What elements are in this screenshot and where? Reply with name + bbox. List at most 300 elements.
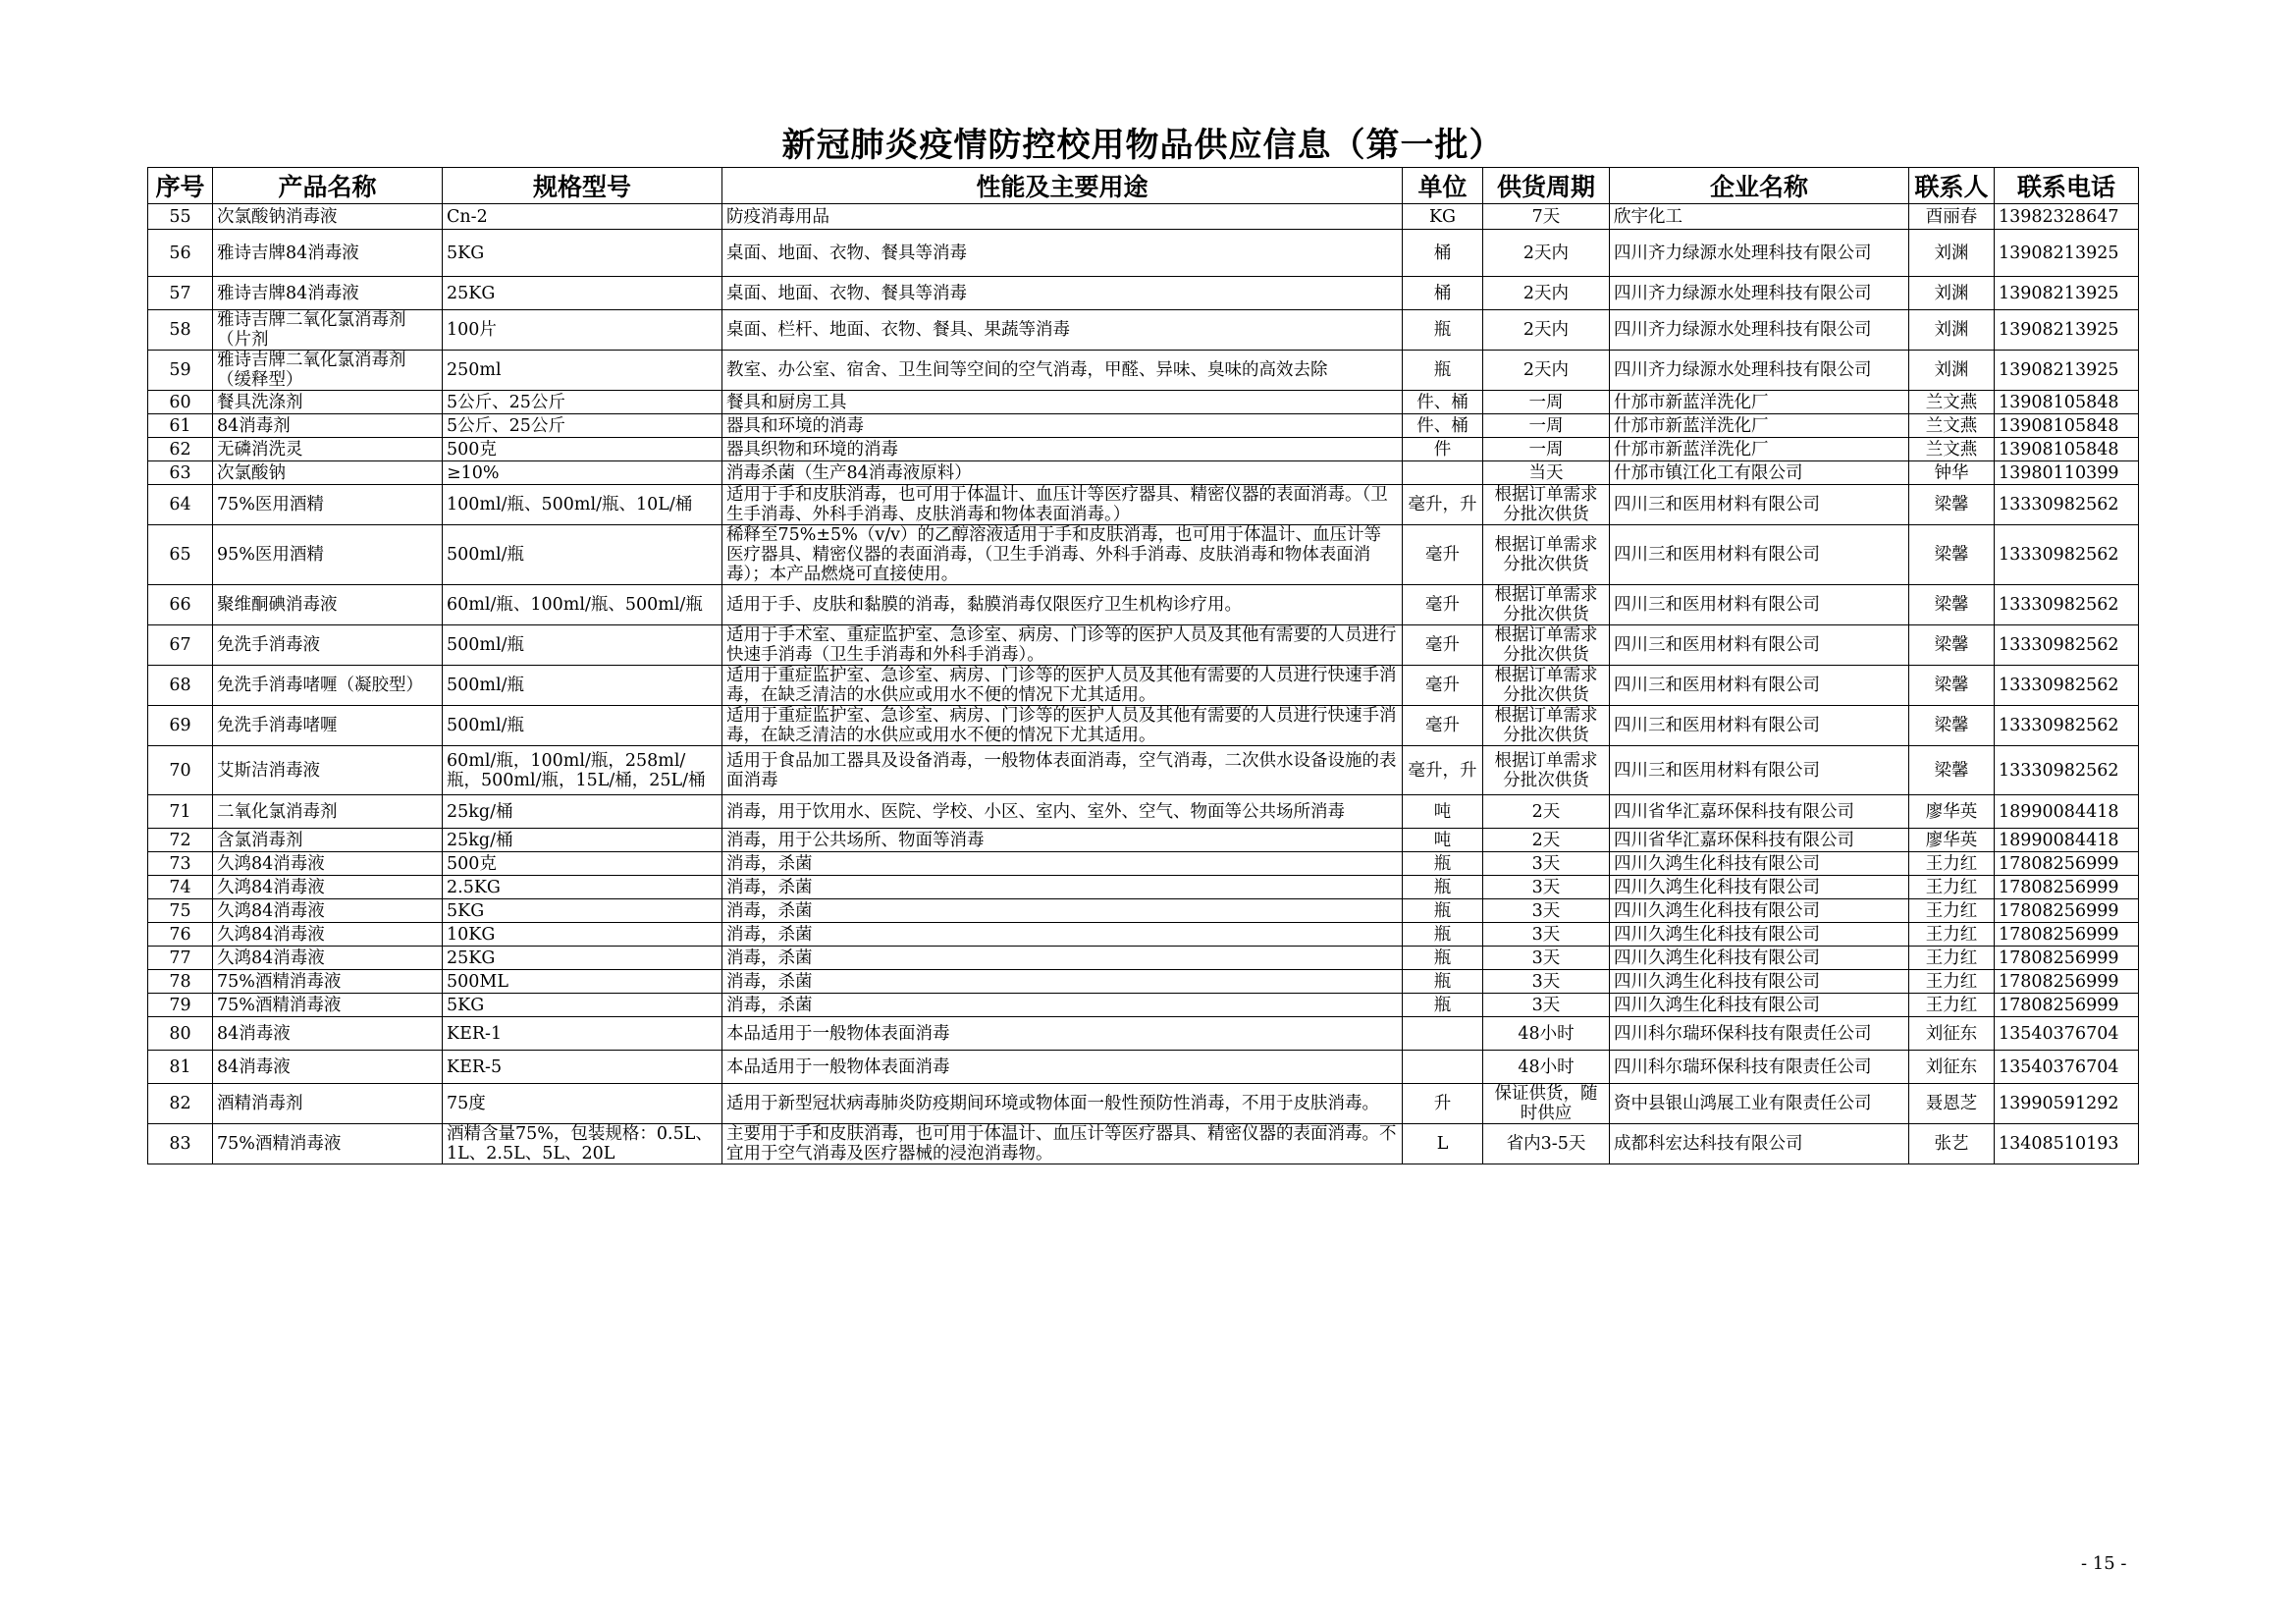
product-name-cell: 久鸿84消毒液	[213, 899, 443, 923]
company-name-cell: 四川久鸿生化科技有限公司	[1610, 876, 1909, 899]
product-name-cell: 次氯酸钠	[213, 461, 443, 485]
row-number-cell: 79	[148, 994, 213, 1017]
supply-period-cell: 2天内	[1483, 230, 1610, 277]
supply-period-cell: 48小时	[1483, 1051, 1610, 1084]
row-number-cell: 82	[148, 1084, 213, 1124]
table-row	[148, 666, 2139, 706]
unit-cell: 瓶	[1403, 923, 1483, 947]
contact-person-cell: 王力红	[1909, 899, 1995, 923]
supply-period-cell: 根据订单需求分批次供货	[1483, 585, 1610, 625]
usage-cell: 主要用于手和皮肤消毒，也可用于体温计、血压计等医疗器具、精密仪器的表面消毒。不宜用于空气消毒及医疗器械的浸泡消毒物。	[722, 1124, 1403, 1164]
column-header-unit: 单位	[1403, 168, 1483, 204]
supply-period-cell: 根据订单需求分批次供货	[1483, 706, 1610, 746]
spec-model-cell: 5公斤、25公斤	[443, 414, 722, 438]
contact-phone-cell: 13330982562	[1995, 746, 2139, 795]
product-name-cell: 84消毒液	[213, 1017, 443, 1051]
spec-model-cell: 5KG	[443, 994, 722, 1017]
company-name-cell: 四川三和医用材料有限公司	[1610, 625, 1909, 666]
unit-cell: 毫升，升	[1403, 746, 1483, 795]
spec-model-cell: 25kg/桶	[443, 795, 722, 829]
company-name-cell: 四川三和医用材料有限公司	[1610, 706, 1909, 746]
contact-phone-cell: 13908105848	[1995, 414, 2139, 438]
contact-person-cell: 梁馨	[1909, 585, 1995, 625]
product-name-cell: 75%酒精消毒液	[213, 970, 443, 994]
product-name-cell: 免洗手消毒啫喱	[213, 706, 443, 746]
supply-period-cell: 根据订单需求分批次供货	[1483, 746, 1610, 795]
product-name-cell: 二氧化氯消毒剂	[213, 795, 443, 829]
company-name-cell: 四川齐力绿源水处理科技有限公司	[1610, 310, 1909, 351]
company-name-cell: 欣宇化工	[1610, 204, 1909, 230]
company-name-cell: 四川久鸿生化科技有限公司	[1610, 947, 1909, 970]
table-row	[148, 706, 2139, 746]
column-header-contact: 联系人	[1909, 168, 1995, 204]
table-row	[148, 923, 2139, 947]
product-name-cell: 95%医用酒精	[213, 525, 443, 585]
usage-cell: 餐具和厨房工具	[722, 391, 1403, 414]
column-header-period: 供货周期	[1483, 168, 1610, 204]
usage-cell: 本品适用于一般物体表面消毒	[722, 1051, 1403, 1084]
usage-cell: 适用于手术室、重症监护室、急诊室、病房、门诊等的医护人员及其他有需要的人员进行快速手消毒（卫生手消毒和外科手消毒）。	[722, 625, 1403, 666]
row-number-cell: 67	[148, 625, 213, 666]
contact-phone-cell: 17808256999	[1995, 994, 2139, 1017]
usage-cell: 桌面、栏杆、地面、衣物、餐具、果蔬等消毒	[722, 310, 1403, 351]
contact-phone-cell: 17808256999	[1995, 876, 2139, 899]
contact-person-cell: 刘渊	[1909, 310, 1995, 351]
supply-period-cell: 根据订单需求分批次供货	[1483, 625, 1610, 666]
supply-period-cell: 一周	[1483, 391, 1610, 414]
supply-period-cell: 一周	[1483, 438, 1610, 461]
company-name-cell: 四川齐力绿源水处理科技有限公司	[1610, 230, 1909, 277]
supply-period-cell: 3天	[1483, 947, 1610, 970]
contact-phone-cell: 13908105848	[1995, 391, 2139, 414]
usage-cell: 消毒杀菌（生产84消毒液原料）	[722, 461, 1403, 485]
supply-period-cell: 2天	[1483, 829, 1610, 852]
row-number-cell: 72	[148, 829, 213, 852]
table-row	[148, 485, 2139, 525]
product-name-cell: 久鸿84消毒液	[213, 852, 443, 876]
contact-phone-cell: 13330982562	[1995, 706, 2139, 746]
contact-person-cell: 梁馨	[1909, 706, 1995, 746]
supply-period-cell: 3天	[1483, 994, 1610, 1017]
contact-phone-cell: 13908213925	[1995, 230, 2139, 277]
product-name-cell: 75%酒精消毒液	[213, 1124, 443, 1164]
row-number-cell: 59	[148, 351, 213, 391]
row-number-cell: 63	[148, 461, 213, 485]
usage-cell: 稀释至75%±5%（v/v）的乙醇溶液适用于手和皮肤消毒，也可用于体温计、血压计等医疗器具、精密仪器的表面消毒，（卫生手消毒、外科手消毒、皮肤消毒和物体表面消毒）；本产品燃烧可直接使用。	[722, 525, 1403, 585]
company-name-cell: 四川三和医用材料有限公司	[1610, 485, 1909, 525]
table-row	[148, 310, 2139, 351]
usage-cell: 器具和环境的消毒	[722, 414, 1403, 438]
unit-cell: 毫升	[1403, 666, 1483, 706]
product-name-cell: 雅诗吉牌84消毒液	[213, 230, 443, 277]
contact-person-cell: 廖华英	[1909, 829, 1995, 852]
table-row	[148, 795, 2139, 829]
company-name-cell: 四川三和医用材料有限公司	[1610, 525, 1909, 585]
contact-person-cell: 钟华	[1909, 461, 1995, 485]
row-number-cell: 62	[148, 438, 213, 461]
supply-period-cell: 根据订单需求分批次供货	[1483, 485, 1610, 525]
supply-table	[147, 167, 2139, 1164]
table-row	[148, 1084, 2139, 1124]
row-number-cell: 65	[148, 525, 213, 585]
document-title: 新冠肺炎疫情防控校用物品供应信息（第一批）	[781, 126, 1504, 165]
usage-cell: 本品适用于一般物体表面消毒	[722, 1017, 1403, 1051]
usage-cell: 消毒，用于饮用水、医院、学校、小区、室内、室外、空气、物面等公共场所消毒	[722, 795, 1403, 829]
contact-phone-cell: 13908213925	[1995, 277, 2139, 310]
company-name-cell: 四川三和医用材料有限公司	[1610, 666, 1909, 706]
contact-person-cell: 梁馨	[1909, 485, 1995, 525]
company-name-cell: 四川久鸿生化科技有限公司	[1610, 923, 1909, 947]
row-number-cell: 57	[148, 277, 213, 310]
product-name-cell: 雅诗吉牌二氧化氯消毒剂（片剂	[213, 310, 443, 351]
spec-model-cell: 500ml/瓶	[443, 625, 722, 666]
contact-person-cell: 梁馨	[1909, 666, 1995, 706]
company-name-cell: 四川齐力绿源水处理科技有限公司	[1610, 351, 1909, 391]
column-header-name: 产品名称	[213, 168, 443, 204]
contact-person-cell: 梁馨	[1909, 625, 1995, 666]
spec-model-cell: 25KG	[443, 947, 722, 970]
product-name-cell: 雅诗吉牌二氧化氯消毒剂（缓释型）	[213, 351, 443, 391]
unit-cell: 瓶	[1403, 970, 1483, 994]
company-name-cell: 什邡市镇江化工有限公司	[1610, 461, 1909, 485]
spec-model-cell: 25kg/桶	[443, 829, 722, 852]
company-name-cell: 什邡市新蓝洋洗化厂	[1610, 391, 1909, 414]
product-name-cell: 无磷消洗灵	[213, 438, 443, 461]
usage-cell: 消毒，杀菌	[722, 923, 1403, 947]
supply-period-cell: 2天	[1483, 795, 1610, 829]
company-name-cell: 四川久鸿生化科技有限公司	[1610, 994, 1909, 1017]
unit-cell: 瓶	[1403, 994, 1483, 1017]
spec-model-cell: 5KG	[443, 230, 722, 277]
spec-model-cell: 60ml/瓶、100ml/瓶、500ml/瓶	[443, 585, 722, 625]
usage-cell: 适用于手和皮肤消毒，也可用于体温计、血压计等医疗器具、精密仪器的表面消毒。（卫生手消毒、外科手消毒、皮肤消毒和物体表面消毒。）	[722, 485, 1403, 525]
company-name-cell: 四川三和医用材料有限公司	[1610, 585, 1909, 625]
table-row	[148, 461, 2139, 485]
usage-cell: 适用于新型冠状病毒肺炎防疫期间环境或物体面一般性预防性消毒，不用于皮肤消毒。	[722, 1084, 1403, 1124]
contact-phone-cell: 13908213925	[1995, 310, 2139, 351]
unit-cell: 瓶	[1403, 947, 1483, 970]
table-row	[148, 1124, 2139, 1164]
contact-person-cell: 王力红	[1909, 923, 1995, 947]
contact-person-cell: 刘渊	[1909, 351, 1995, 391]
company-name-cell: 四川久鸿生化科技有限公司	[1610, 970, 1909, 994]
company-name-cell: 四川三和医用材料有限公司	[1610, 746, 1909, 795]
column-header-spec: 规格型号	[443, 168, 722, 204]
supply-period-cell: 3天	[1483, 970, 1610, 994]
table-row	[148, 829, 2139, 852]
table-row	[148, 625, 2139, 666]
contact-phone-cell: 13540376704	[1995, 1051, 2139, 1084]
usage-cell: 桌面、地面、衣物、餐具等消毒	[722, 277, 1403, 310]
supply-period-cell: 2天内	[1483, 351, 1610, 391]
contact-phone-cell: 13408510193	[1995, 1124, 2139, 1164]
unit-cell: 升	[1403, 1084, 1483, 1124]
row-number-cell: 74	[148, 876, 213, 899]
usage-cell: 器具织物和环境的消毒	[722, 438, 1403, 461]
column-header-company: 企业名称	[1610, 168, 1909, 204]
unit-cell: 瓶	[1403, 899, 1483, 923]
row-number-cell: 55	[148, 204, 213, 230]
table-row	[148, 994, 2139, 1017]
product-name-cell: 餐具洗涤剂	[213, 391, 443, 414]
table-row	[148, 746, 2139, 795]
row-number-cell: 76	[148, 923, 213, 947]
product-name-cell: 84消毒液	[213, 1051, 443, 1084]
contact-person-cell: 王力红	[1909, 947, 1995, 970]
spec-model-cell: 500克	[443, 438, 722, 461]
product-name-cell: 免洗手消毒液	[213, 625, 443, 666]
product-name-cell: 聚维酮碘消毒液	[213, 585, 443, 625]
contact-phone-cell: 13980110399	[1995, 461, 2139, 485]
contact-phone-cell: 17808256999	[1995, 947, 2139, 970]
supply-period-cell: 2天内	[1483, 310, 1610, 351]
page-number: - 15 -	[2081, 1553, 2127, 1574]
contact-person-cell: 刘征东	[1909, 1017, 1995, 1051]
contact-phone-cell: 13908213925	[1995, 351, 2139, 391]
contact-person-cell: 刘渊	[1909, 277, 1995, 310]
supply-period-cell: 2天内	[1483, 277, 1610, 310]
unit-cell: 瓶	[1403, 351, 1483, 391]
unit-cell: 毫升	[1403, 525, 1483, 585]
contact-phone-cell: 17808256999	[1995, 970, 2139, 994]
usage-cell: 消毒，杀菌	[722, 970, 1403, 994]
contact-phone-cell: 13330982562	[1995, 585, 2139, 625]
spec-model-cell: 5公斤、25公斤	[443, 391, 722, 414]
contact-phone-cell: 13990591292	[1995, 1084, 2139, 1124]
unit-cell: KG	[1403, 204, 1483, 230]
unit-cell: 件、桶	[1403, 391, 1483, 414]
product-name-cell: 雅诗吉牌84消毒液	[213, 277, 443, 310]
contact-person-cell: 梁馨	[1909, 525, 1995, 585]
supply-period-cell: 7天	[1483, 204, 1610, 230]
supply-period-cell: 3天	[1483, 852, 1610, 876]
row-number-cell: 68	[148, 666, 213, 706]
usage-cell: 消毒，用于公共场所、物面等消毒	[722, 829, 1403, 852]
contact-person-cell: 廖华英	[1909, 795, 1995, 829]
row-number-cell: 77	[148, 947, 213, 970]
company-name-cell: 四川科尔瑞环保科技有限责任公司	[1610, 1051, 1909, 1084]
usage-cell: 消毒，杀菌	[722, 899, 1403, 923]
product-name-cell: 75%酒精消毒液	[213, 994, 443, 1017]
supply-period-cell: 当天	[1483, 461, 1610, 485]
supply-period-cell: 根据订单需求分批次供货	[1483, 525, 1610, 585]
product-name-cell: 免洗手消毒啫喱（凝胶型）	[213, 666, 443, 706]
product-name-cell: 84消毒剂	[213, 414, 443, 438]
row-number-cell: 61	[148, 414, 213, 438]
row-number-cell: 70	[148, 746, 213, 795]
supply-period-cell: 根据订单需求分批次供货	[1483, 666, 1610, 706]
usage-cell: 消毒，杀菌	[722, 994, 1403, 1017]
spec-model-cell: KER-1	[443, 1017, 722, 1051]
table-row	[148, 204, 2139, 230]
table-row	[148, 876, 2139, 899]
unit-cell: 件	[1403, 438, 1483, 461]
spec-model-cell: 250ml	[443, 351, 722, 391]
contact-person-cell: 兰文燕	[1909, 391, 1995, 414]
contact-phone-cell: 18990084418	[1995, 795, 2139, 829]
column-header-use: 性能及主要用途	[722, 168, 1403, 204]
usage-cell: 适用于手、皮肤和黏膜的消毒，黏膜消毒仅限医疗卫生机构诊疗用。	[722, 585, 1403, 625]
product-name-cell: 75%医用酒精	[213, 485, 443, 525]
spec-model-cell: 25KG	[443, 277, 722, 310]
product-name-cell: 久鸿84消毒液	[213, 947, 443, 970]
unit-cell: 毫升	[1403, 625, 1483, 666]
spec-model-cell: 100片	[443, 310, 722, 351]
contact-phone-cell: 17808256999	[1995, 899, 2139, 923]
spec-model-cell: 60ml/瓶，100ml/瓶，258ml/瓶，500ml/瓶，15L/桶，25L/桶	[443, 746, 722, 795]
unit-cell: 毫升	[1403, 706, 1483, 746]
contact-person-cell: 兰文燕	[1909, 438, 1995, 461]
table-row	[148, 1051, 2139, 1084]
product-name-cell: 久鸿84消毒液	[213, 876, 443, 899]
spec-model-cell: 酒精含量75%，包装规格：0.5L、1L、2.5L、5L、20L	[443, 1124, 722, 1164]
product-name-cell: 久鸿84消毒液	[213, 923, 443, 947]
row-number-cell: 69	[148, 706, 213, 746]
table-row	[148, 391, 2139, 414]
spec-model-cell: KER-5	[443, 1051, 722, 1084]
row-number-cell: 58	[148, 310, 213, 351]
spec-model-cell: 500ml/瓶	[443, 525, 722, 585]
usage-cell: 适用于食品加工器具及设备消毒，一般物体表面消毒，空气消毒，二次供水设备设施的表面消毒	[722, 746, 1403, 795]
unit-cell: 瓶	[1403, 852, 1483, 876]
row-number-cell: 80	[148, 1017, 213, 1051]
usage-cell: 防疫消毒用品	[722, 204, 1403, 230]
contact-person-cell: 王力红	[1909, 994, 1995, 1017]
usage-cell: 消毒，杀菌	[722, 852, 1403, 876]
table-row	[148, 970, 2139, 994]
usage-cell: 教室、办公室、宿舍、卫生间等空间的空气消毒，甲醛、异味、臭味的高效去除	[722, 351, 1403, 391]
unit-cell	[1403, 1051, 1483, 1084]
contact-person-cell: 梁馨	[1909, 746, 1995, 795]
spec-model-cell: ≥10%	[443, 461, 722, 485]
contact-person-cell: 聂恩芝	[1909, 1084, 1995, 1124]
spec-model-cell: 500ml/瓶	[443, 666, 722, 706]
table-row	[148, 414, 2139, 438]
contact-phone-cell: 13982328647	[1995, 204, 2139, 230]
usage-cell: 消毒，杀菌	[722, 947, 1403, 970]
supply-period-cell: 保证供货，随时供应	[1483, 1084, 1610, 1124]
unit-cell: 吨	[1403, 795, 1483, 829]
product-name-cell: 酒精消毒剂	[213, 1084, 443, 1124]
unit-cell: L	[1403, 1124, 1483, 1164]
table-header-row	[148, 168, 2139, 204]
supply-period-cell: 3天	[1483, 876, 1610, 899]
usage-cell: 桌面、地面、衣物、餐具等消毒	[722, 230, 1403, 277]
company-name-cell: 四川久鸿生化科技有限公司	[1610, 899, 1909, 923]
unit-cell: 毫升，升	[1403, 485, 1483, 525]
spec-model-cell: 100ml/瓶、500ml/瓶、10L/桶	[443, 485, 722, 525]
unit-cell: 瓶	[1403, 310, 1483, 351]
company-name-cell: 成都科宏达科技有限公司	[1610, 1124, 1909, 1164]
table-row	[148, 277, 2139, 310]
contact-person-cell: 张艺	[1909, 1124, 1995, 1164]
contact-person-cell: 王力红	[1909, 970, 1995, 994]
company-name-cell: 四川齐力绿源水处理科技有限公司	[1610, 277, 1909, 310]
contact-phone-cell: 13330982562	[1995, 666, 2139, 706]
spec-model-cell: 500ML	[443, 970, 722, 994]
supply-period-cell: 省内3-5天	[1483, 1124, 1610, 1164]
spec-model-cell: 75度	[443, 1084, 722, 1124]
product-name-cell: 含氯消毒剂	[213, 829, 443, 852]
company-name-cell: 四川科尔瑞环保科技有限责任公司	[1610, 1017, 1909, 1051]
usage-cell: 适用于重症监护室、急诊室、病房、门诊等的医护人员及其他有需要的人员进行快速手消毒，在缺乏清洁的水供应或用水不便的情况下尤其适用。	[722, 706, 1403, 746]
contact-person-cell: 刘渊	[1909, 230, 1995, 277]
spec-model-cell: Cn-2	[443, 204, 722, 230]
column-header-phone: 联系电话	[1995, 168, 2139, 204]
table-body	[148, 204, 2139, 1164]
contact-phone-cell: 13330982562	[1995, 485, 2139, 525]
company-name-cell: 什邡市新蓝洋洗化厂	[1610, 438, 1909, 461]
unit-cell: 毫升	[1403, 585, 1483, 625]
unit-cell	[1403, 1017, 1483, 1051]
table-row	[148, 438, 2139, 461]
row-number-cell: 64	[148, 485, 213, 525]
spec-model-cell: 10KG	[443, 923, 722, 947]
row-number-cell: 60	[148, 391, 213, 414]
contact-phone-cell: 18990084418	[1995, 829, 2139, 852]
spec-model-cell: 500克	[443, 852, 722, 876]
contact-phone-cell: 17808256999	[1995, 923, 2139, 947]
unit-cell: 桶	[1403, 277, 1483, 310]
table-row	[148, 525, 2139, 585]
contact-phone-cell: 17808256999	[1995, 852, 2139, 876]
product-name-cell: 次氯酸钠消毒液	[213, 204, 443, 230]
unit-cell: 瓶	[1403, 876, 1483, 899]
supply-period-cell: 3天	[1483, 899, 1610, 923]
usage-cell: 适用于重症监护室、急诊室、病房、门诊等的医护人员及其他有需要的人员进行快速手消毒，在缺乏清洁的水供应或用水不便的情况下尤其适用。	[722, 666, 1403, 706]
row-number-cell: 78	[148, 970, 213, 994]
contact-person-cell: 王力红	[1909, 876, 1995, 899]
column-header-no: 序号	[148, 168, 213, 204]
table-row	[148, 947, 2139, 970]
contact-phone-cell: 13330982562	[1995, 525, 2139, 585]
spec-model-cell: 5KG	[443, 899, 722, 923]
contact-person-cell: 酉丽春	[1909, 204, 1995, 230]
row-number-cell: 81	[148, 1051, 213, 1084]
unit-cell: 桶	[1403, 230, 1483, 277]
supply-period-cell: 48小时	[1483, 1017, 1610, 1051]
company-name-cell: 什邡市新蓝洋洗化厂	[1610, 414, 1909, 438]
contact-phone-cell: 13330982562	[1995, 625, 2139, 666]
spec-model-cell: 2.5KG	[443, 876, 722, 899]
table-row	[148, 1017, 2139, 1051]
product-name-cell: 艾斯洁消毒液	[213, 746, 443, 795]
row-number-cell: 83	[148, 1124, 213, 1164]
row-number-cell: 75	[148, 899, 213, 923]
company-name-cell: 四川省华汇嘉环保科技有限公司	[1610, 795, 1909, 829]
row-number-cell: 71	[148, 795, 213, 829]
unit-cell: 件、桶	[1403, 414, 1483, 438]
contact-person-cell: 刘征东	[1909, 1051, 1995, 1084]
row-number-cell: 73	[148, 852, 213, 876]
contact-phone-cell: 13540376704	[1995, 1017, 2139, 1051]
row-number-cell: 66	[148, 585, 213, 625]
unit-cell	[1403, 461, 1483, 485]
supply-period-cell: 一周	[1483, 414, 1610, 438]
spec-model-cell: 500ml/瓶	[443, 706, 722, 746]
table-row	[148, 899, 2139, 923]
contact-phone-cell: 13908105848	[1995, 438, 2139, 461]
table-row	[148, 351, 2139, 391]
unit-cell: 吨	[1403, 829, 1483, 852]
table-row	[148, 852, 2139, 876]
company-name-cell: 四川省华汇嘉环保科技有限公司	[1610, 829, 1909, 852]
table-row	[148, 585, 2139, 625]
company-name-cell: 资中县银山鸿展工业有限责任公司	[1610, 1084, 1909, 1124]
usage-cell: 消毒，杀菌	[722, 876, 1403, 899]
company-name-cell: 四川久鸿生化科技有限公司	[1610, 852, 1909, 876]
supply-period-cell: 3天	[1483, 923, 1610, 947]
